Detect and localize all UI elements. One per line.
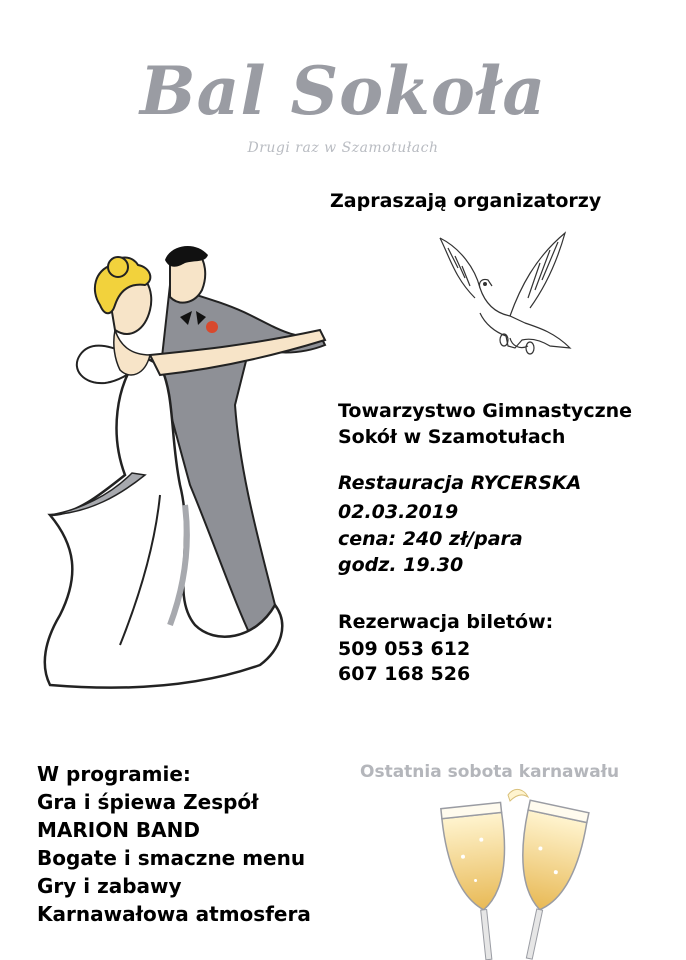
champagne-glasses-icon — [430, 785, 600, 960]
poster-subtitle: Drugi raz w Szamotułach — [247, 140, 439, 156]
poster-title: Bal Sokoła — [139, 52, 547, 130]
program-item: Gra i śpiewa Zespół — [37, 790, 259, 814]
carnival-note: Ostatnia sobota karnawału — [360, 762, 620, 782]
event-price: cena: 240 zł/para — [338, 528, 523, 550]
organization-line1: Towarzystwo Gimnastyczne — [338, 400, 633, 422]
reservation-phone-2: 607 168 526 — [338, 663, 471, 685]
program-item: MARION BAND — [37, 818, 200, 842]
dancers-illustration — [20, 245, 360, 695]
falcon-icon — [430, 228, 580, 358]
program-list — [37, 760, 311, 928]
organizers-label: Zapraszają organizatorzy — [330, 190, 602, 212]
organization-line2: Sokół w Szamotułach — [338, 426, 566, 448]
program-item: Gry i zabawy — [37, 874, 182, 898]
reservation-label: Rezerwacja biletów: — [338, 611, 554, 633]
program-item: Karnawałowa atmosfera — [37, 902, 311, 926]
program-item: Bogate i smaczne menu — [37, 846, 306, 870]
event-date: 02.03.2019 — [338, 501, 459, 523]
event-time: godz. 19.30 — [338, 554, 464, 576]
reservation-phone-1: 509 053 612 — [338, 638, 471, 660]
program-heading: W programie: — [37, 762, 191, 786]
event-venue: Restauracja RYCERSKA — [338, 472, 582, 494]
